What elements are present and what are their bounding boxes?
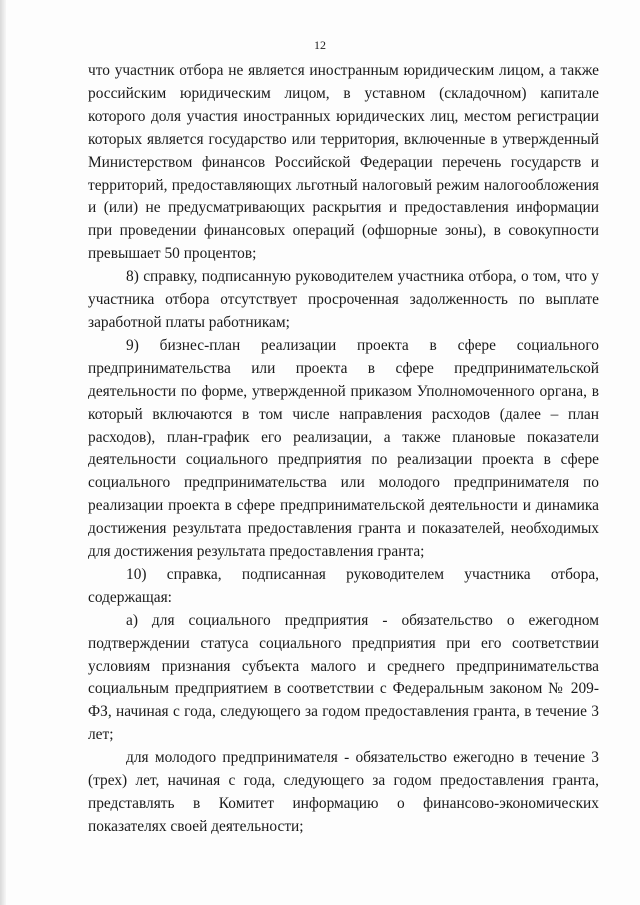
paragraph-item-9: 9) бизнес-план реализации проекта в сфере социального предпринимательства или проекта в сфере предпринимательской деятельности по форме, утвержденной приказом Уполномоченного органа, в который включаются в том числе направления расходов (далее – план расходов), план-график его реализации, а также плановые показатели деятельности социального предприятия по реализации проекта в сфере социального предпринимательства или молодого предпринимателя по реализации проекта в сфере предпринимательской деятельности и динамика достижения результата предоставления гранта и показателей, необходимых для достижения результата предоставления гранта;	[88, 336, 599, 561]
paragraph-item-10: 10) справка, подписанная руководителем участника отбора, содержащая:	[88, 565, 599, 606]
scan-edge	[0, 0, 6, 905]
document-body	[88, 60, 599, 839]
paragraph-item-10a: а) для социального предприятия - обязательство о ежегодном подтверждении статуса социального предприятия при его соответствии условиям признания субъекта малого и среднего предпринимательства социальным предприятием в соответствии с Федеральным законом № 209-ФЗ, начиная с года, следующего за годом предоставления гранта, в течение 3 лет;	[88, 611, 599, 744]
paragraph-continuation: что участник отбора не является иностранным юридическим лицом, а также российским юридическим лицом, в уставном (складочном) капитале которого доля участия иностранных юридических лиц, местом регистрации которых является государство или территория, включенные в утвержденный Министерством финансов Российской Федерации перечень государств и территорий, предоставляющих льготный налоговый режим налогообложения и (или) не предусматривающих раскрытия и предоставления информации при проведении финансовых операций (офшорные зоны), в совокупности превышает 50 процентов;	[88, 62, 599, 263]
paragraph-young-entrepreneur: для молодого предпринимателя - обязательство ежегодно в течение 3 (трех) лет, начиная с года, следующего за годом предоставления гранта, представлять в Комитет информацию о финансово-экономических показателях своей деятельности;	[88, 749, 599, 835]
page-number: 12	[314, 38, 326, 52]
paragraph-item-8: 8) справку, подписанную руководителем участника отбора, о том, что у участника отбора отсутствует просроченная задолженность по выплате заработной платы работникам;	[88, 268, 599, 331]
